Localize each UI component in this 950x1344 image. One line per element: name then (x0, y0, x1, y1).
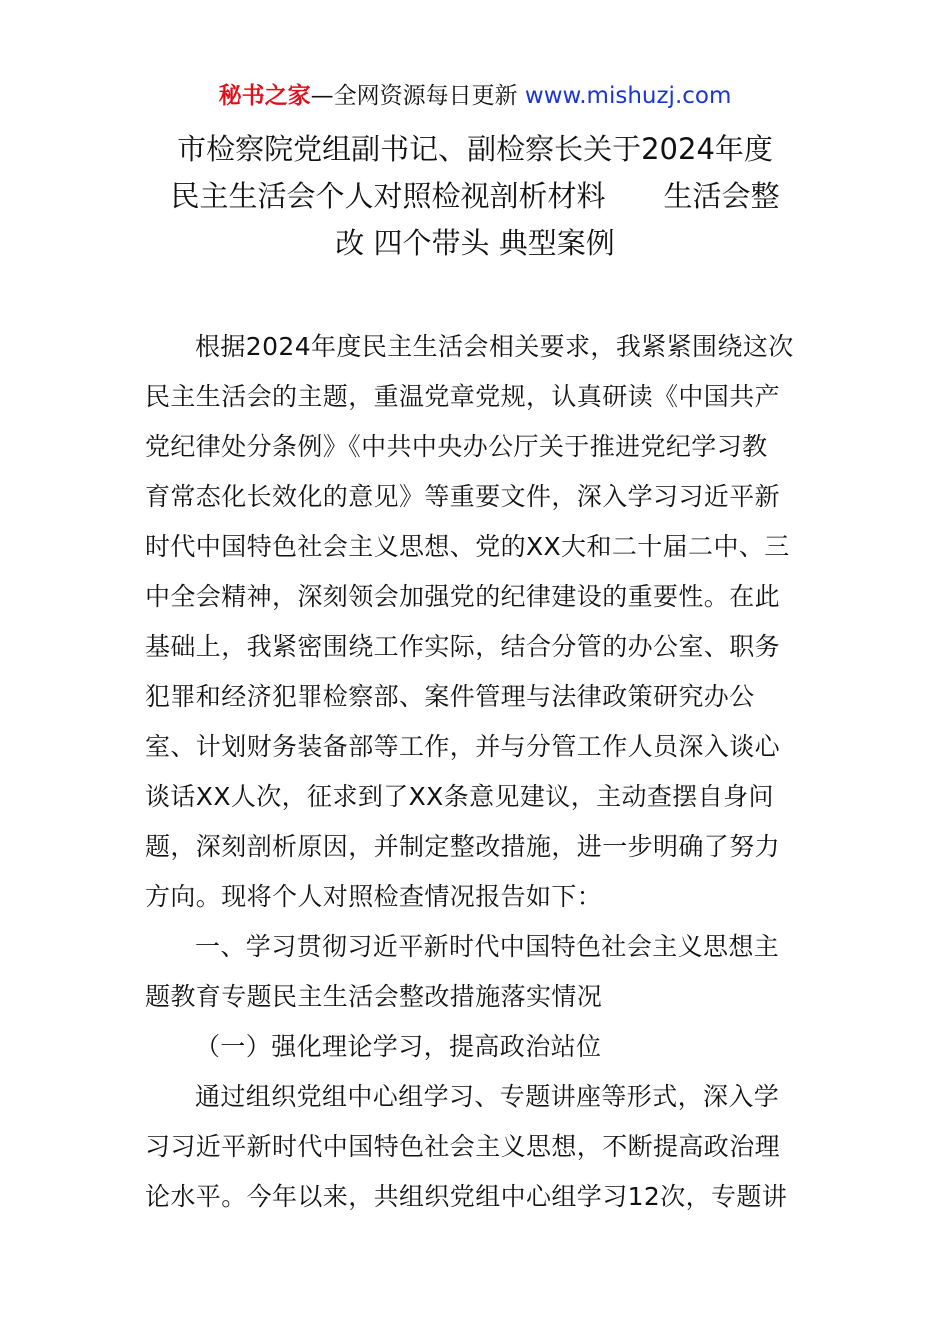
paragraph-line: 育常态化长效化的意见》等重要文件，深入学习习近平新 (145, 482, 781, 511)
paragraph-line: 室、计划财务装备部等工作，并与分管工作人员深入谈心 (145, 732, 781, 761)
document-body (145, 322, 810, 1222)
site-url-link[interactable]: www.mishuzj.com (524, 83, 732, 109)
document-title (140, 126, 810, 267)
subsection-heading: （一）强化理论学习，提高政治站位 (195, 1032, 602, 1061)
paragraph-line: 基础上，我紧密围绕工作实际，结合分管的办公室、职务 (145, 632, 781, 661)
paragraph-line: 方向。现将个人对照检查情况报告如下： (145, 882, 603, 911)
paragraph-line: 习习近平新时代中国特色社会主义思想，不断提高政治理 (145, 1132, 781, 1161)
paragraph-line: 民主生活会的主题，重温党章党规，认真研读《中国共产 (145, 382, 781, 411)
header-tagline: —全网资源每日更新 (310, 83, 518, 109)
paragraph-line: 谈话XX人次，征求到了XX条意见建议，主动查摆自身问 (145, 782, 774, 811)
section-heading-line: 题教育专题民主生活会整改措施落实情况 (145, 982, 603, 1011)
paragraph-line: 题，深刻剖析原因，并制定整改措施，进一步明确了努力 (145, 832, 781, 861)
site-header (0, 80, 950, 112)
paragraph-line: 时代中国特色社会主义思想、党的XX大和二十届二中、三 (145, 532, 790, 561)
paragraph-line: 中全会精神，深刻领会加强党的纪律建设的重要性。在此 (145, 582, 781, 611)
title-line: 市检察院党组副书记、副检察长关于2024年度 (177, 132, 773, 166)
paragraph-line: 根据2024年度民主生活会相关要求，我紧紧围绕这次 (195, 332, 794, 361)
paragraph-line: 通过组织党组中心组学习、专题讲座等形式，深入学 (195, 1082, 780, 1111)
title-line: 民主生活会个人对照检视剖析材料 生活会整 (170, 179, 780, 213)
paragraph-line: 犯罪和经济犯罪检察部、案件管理与法律政策研究办公 (145, 682, 755, 711)
title-line: 改 四个带头 典型案例 (335, 226, 615, 260)
section-heading-line: 一、学习贯彻习近平新时代中国特色社会主义思想主 (195, 932, 780, 961)
brand-name: 秘书之家 (218, 83, 311, 109)
paragraph-line: 党纪律处分条例》《中共中央办公厅关于推进党纪学习教 (145, 432, 768, 461)
paragraph-line: 论水平。今年以来，共组织党组中心组学习12次，专题讲 (145, 1182, 788, 1211)
